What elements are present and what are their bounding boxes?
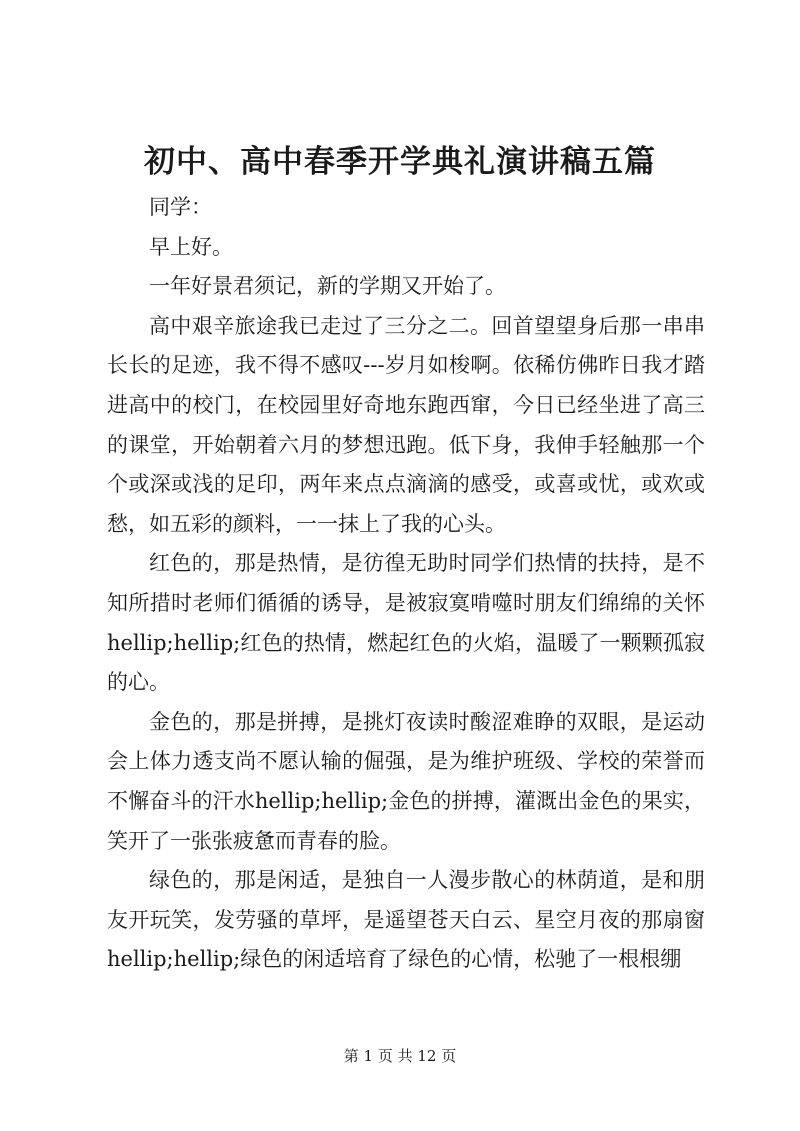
document-title: 初中、高中春季开学典礼演讲稿五篇 (144, 144, 656, 180)
paragraph-green: 绿色的，那是闲适，是独自一人漫步散心的林荫道，是和朋友开玩笑，发劳骚的草坪，是遥望苍天白云、星空月夜的那扇窗hellip;hellip;绿色的闲适培育了绿色的心情，松驰了一根根绷 (107, 868, 705, 972)
page-number-footer: 第 1 页 共 12 页 (343, 1047, 457, 1065)
document-body (107, 188, 705, 980)
paragraph-new-term: 一年好景君须记，新的学期又开始了。 (149, 274, 506, 299)
paragraph-red: 红色的，那是热情，是彷徨无助时同学们热情的扶持，是不知所措时老师们循循的诱导，是被寂寞啃噬时朋友们绵绵的关怀hellip;hellip;红色的热情，燃起红色的火焰，温暖了一颗颗孤寂的心。 (107, 551, 705, 695)
paragraph-journey: 高中艰辛旅途我已走过了三分之二。回首望望身后那一串串长长的足迹，我不得不感叹---岁月如梭啊。依稀仿佛昨日我才踏进高中的校门，在校园里好奇地东跑西窜，今日已经坐进了高三的课堂，开始朝着六月的梦想迅跑。低下身，我伸手轻触那一个个或深或浅的足印，两年来点点滴滴的感受，或喜或忧，或欢或愁，如五彩的颜料，一一抹上了我的心头。 (107, 313, 705, 536)
paragraph-greeting: 同学： (149, 195, 212, 219)
paragraph-good-morning: 早上好。 (149, 234, 233, 259)
paragraph-gold: 金色的，那是拼搏，是挑灯夜读时酸涩难睁的双眼，是运动会上体力透支尚不愿认输的倔强，是为维护班级、学校的荣誉而不懈奋斗的汗水hellip;hellip;金色的拼搏，灌溉出金色的果实，笑开了一张张疲惫而青春的脸。 (107, 709, 705, 853)
